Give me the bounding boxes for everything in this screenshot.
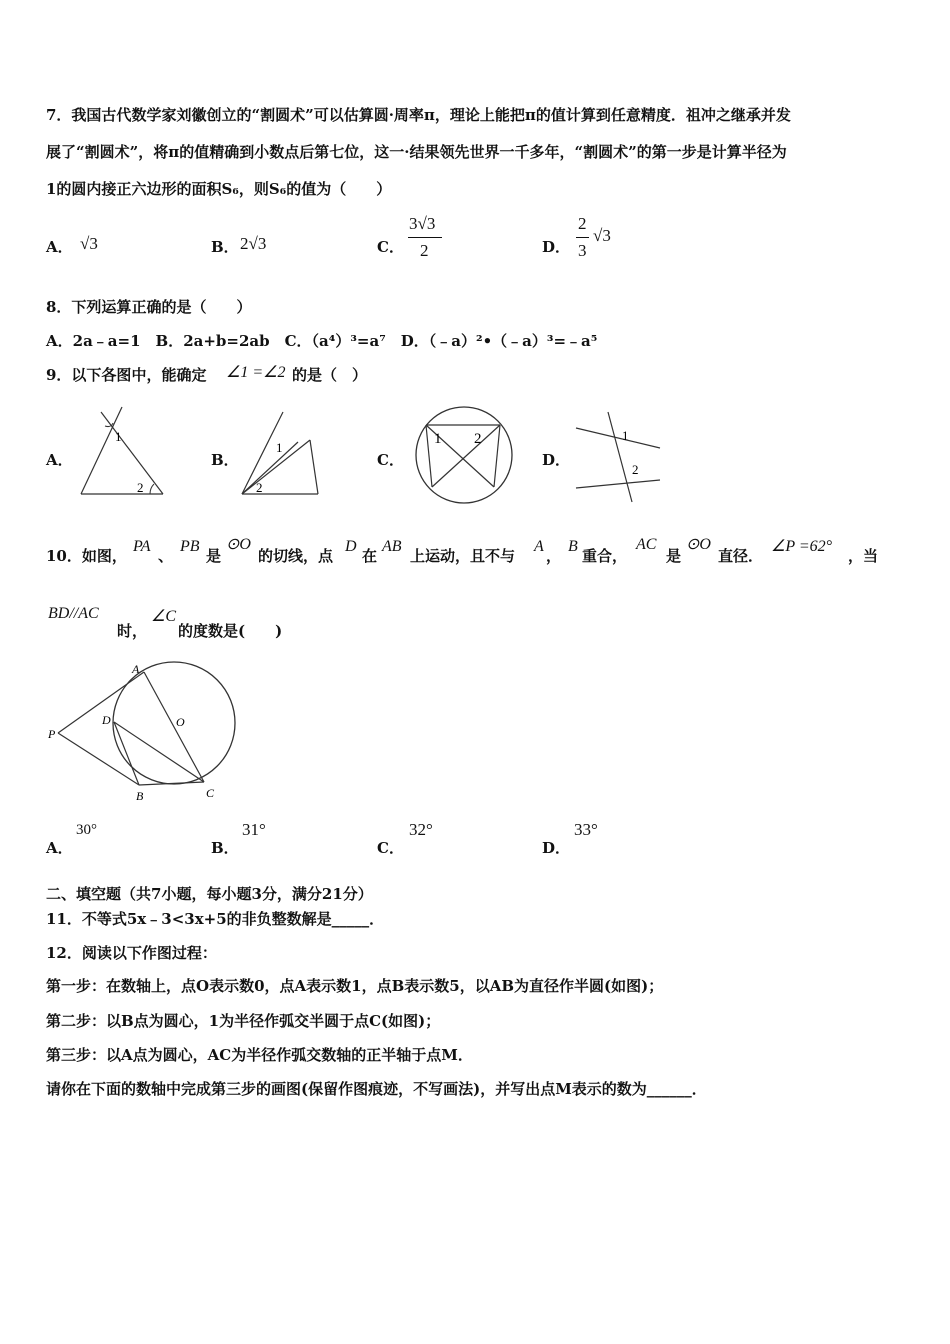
- q10-b: B: [568, 538, 578, 555]
- q10-option-b-value: 31°: [242, 820, 266, 839]
- q7-option-c-numerator: 3√3: [409, 214, 436, 233]
- q10-move: 上运动，且不与: [410, 547, 516, 565]
- q10-option-d-label: D．: [542, 839, 571, 857]
- q10-circle-o: ⊙O: [226, 536, 251, 553]
- q10-fig-d: D: [102, 713, 111, 727]
- q9-fig-b-label-2: 2: [256, 480, 263, 495]
- q9-option-c-label: C．: [377, 451, 404, 469]
- q12-step3: 第三步：以A点为圆心，AC为半径作弧交数轴的正半轴于点M．: [46, 1046, 473, 1064]
- q12-step1: 第一步：在数轴上，点O表示数0，点A表示数1，点B表示数5，以AB为直径作半圆(如图)；: [46, 977, 664, 995]
- q7-option-c-denominator: 2: [420, 241, 429, 260]
- q7-option-b-label: B．: [211, 238, 239, 256]
- q7-option-d-numerator: 2: [578, 214, 587, 233]
- q10-pb: PB: [180, 538, 200, 555]
- q7-option-c-label: C．: [377, 238, 404, 256]
- q10-option-c-value: 32°: [409, 820, 433, 839]
- q10-circle-o-2: ⊙O: [686, 536, 711, 553]
- q10-shi: 是: [206, 547, 222, 565]
- q10-fig-a: A: [132, 662, 140, 676]
- q10-option-d-value: 33°: [574, 820, 598, 839]
- q7-option-d-denominator: 3: [578, 241, 587, 260]
- q12-stem: 12．阅读以下作图过程：: [46, 944, 217, 962]
- q10-option-c-label: C．: [377, 839, 404, 857]
- q7-option-a-label: A．: [46, 238, 73, 256]
- q12-ask: 请你在下面的数轴中完成第三步的画图(保留作图痕迹，不写画法)，并写出点M表示的数为______．: [46, 1080, 707, 1098]
- q10-shi2: 是: [666, 547, 682, 565]
- q9-fig-d-label-1: 1: [622, 428, 629, 443]
- q10-figure: [44, 660, 244, 805]
- q9-stem-post: 的是（ ）: [292, 366, 368, 384]
- q9-option-a-label: A．: [46, 451, 73, 469]
- q10-chonghe: 重合，: [582, 547, 628, 565]
- q7-option-d-fraction-bar: [576, 237, 589, 238]
- q10-fig-b: B: [136, 789, 144, 803]
- q7-option-b-value: 2√3: [240, 234, 267, 253]
- q10-sep: 、: [158, 547, 174, 565]
- q9-fig-c-label-2: 2: [474, 431, 482, 447]
- q9-figure-b: [238, 410, 328, 500]
- q10-ac: AC: [636, 536, 657, 553]
- q7-option-a-value: √3: [80, 234, 98, 253]
- q10-fig-p: P: [48, 727, 56, 741]
- q9-fig-b-label-1: 1: [276, 440, 283, 455]
- q9-figure-a: [75, 404, 170, 499]
- q8-options: A．2a﹣a=1 B．2a+b=2ab C．（a⁴）³=a⁷ D．（﹣a）²•（﹣a）³=﹣a⁵: [46, 332, 598, 350]
- q9-option-b-label: B．: [211, 451, 239, 469]
- q9-fig-d-label-2: 2: [632, 462, 639, 477]
- q10-prefix: 10．如图，: [46, 547, 127, 565]
- q7-line2: 展了“割圆术”，将π的值精确到小数点后第七位，这一·结果领先世界一千多年，“割圆术”的第一步是计算半径为: [46, 143, 787, 161]
- q10-fig-c: C: [206, 786, 215, 800]
- q10-d: D: [345, 538, 357, 555]
- q10-option-b-label: B．: [211, 839, 239, 857]
- q10-angle-c: ∠C: [151, 608, 177, 625]
- q9-stem-math: ∠1 =∠2: [226, 364, 286, 381]
- q9-stem-pre: 9．以下各图中，能确定: [46, 366, 207, 384]
- q10-arc-ab: AB: [382, 538, 402, 555]
- q12-step2: 第二步：以B点为圆心，1为半径作弧交半圆于点C(如图)；: [46, 1012, 441, 1030]
- q7-line3: 1的圆内接正六边形的面积S₆，则S₆的值为（ ）: [46, 180, 392, 198]
- q9-figure-c: [412, 403, 522, 513]
- q11-text: 11．不等式5x﹣3<3x+5的非负整数解是_____．: [46, 910, 385, 928]
- q9-figure-d: [572, 410, 667, 505]
- q10-dushu: 的度数是( ): [178, 622, 283, 640]
- q10-qiexian: 的切线，点: [258, 547, 334, 565]
- q8-stem: 8．下列运算正确的是（ ）: [46, 298, 252, 316]
- q10-zai: 在: [362, 547, 378, 565]
- q9-fig-a-label-1: 1: [115, 429, 122, 444]
- q9-fig-a-label-2: 2: [137, 480, 144, 495]
- q10-dang: ，当: [848, 547, 879, 565]
- q10-zhijing: 直径．: [718, 547, 764, 565]
- q10-comma: ，: [546, 547, 562, 565]
- q10-option-a-value: 30°: [76, 822, 97, 838]
- q10-option-a-label: A．: [46, 839, 73, 857]
- q10-shi3: 时，: [117, 622, 148, 640]
- q10-fig-o: O: [176, 715, 185, 729]
- q10-angle-p: ∠P =62°: [771, 538, 833, 555]
- q10-pa: PA: [133, 538, 151, 555]
- q7-option-d-label: D．: [542, 238, 571, 256]
- q7-option-c-fraction-bar: [408, 237, 442, 238]
- section-2-title: 二、填空题（共7小题，每小题3分，满分21分）: [46, 885, 373, 903]
- q10-a: A: [534, 538, 544, 555]
- q7-option-d-radical: √3: [593, 226, 611, 245]
- q9-fig-c-label-1: 1: [434, 431, 442, 447]
- q9-option-d-label: D．: [542, 451, 571, 469]
- q10-bd-parallel-ac: BD//AC: [48, 605, 99, 622]
- q7-line1: 7．我国古代数学家刘徽创立的“割圆术”可以估算圆·周率π，理论上能把π的值计算到任意精度．祖冲之继承并发: [46, 106, 791, 124]
